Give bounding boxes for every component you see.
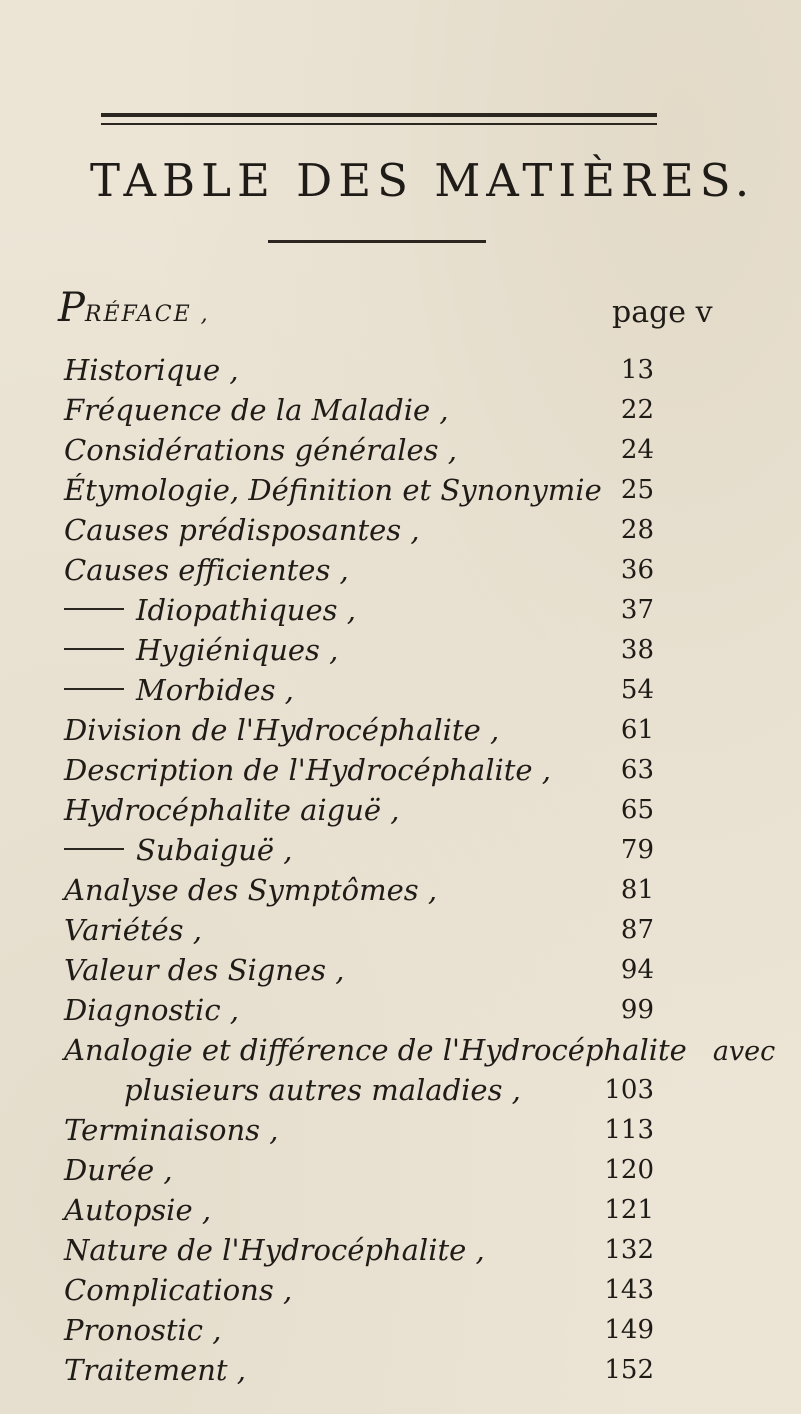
toc-page-number: 63 [620, 755, 654, 785]
toc-entry-label [64, 630, 338, 670]
toc-entry-text: Subaiguë , [136, 833, 293, 867]
toc-page-number: 28 [620, 515, 654, 545]
toc-entry-label: Valeur des Signes , [64, 953, 345, 987]
toc-page-number: 37 [620, 595, 654, 625]
toc-page-number: 87 [620, 915, 654, 945]
toc-page-number: 38 [620, 635, 654, 665]
toc-entry-label [64, 590, 356, 630]
page-title: TABLE DES MATIÈRES. [90, 154, 756, 207]
preface-label: RÉFACE , [84, 302, 210, 327]
ditto-dash [64, 688, 124, 690]
ditto-dash [64, 608, 124, 610]
toc-entry-text: Analogie et différence de l'Hydrocéphalite [64, 1033, 687, 1067]
preface-row [0, 285, 801, 333]
toc-entry-label: Terminaisons , [64, 1113, 279, 1147]
preface-page-number: page v [612, 295, 713, 330]
toc-page-number: 81 [620, 875, 654, 905]
toc-page-number: 79 [620, 835, 654, 865]
toc-row [0, 1310, 801, 1350]
toc-row [0, 790, 801, 830]
top-thick-rule [101, 113, 657, 117]
toc-entry-label: Fréquence de la Maladie , [64, 393, 449, 427]
toc-row [0, 350, 801, 390]
toc-row [0, 870, 801, 910]
toc-row [0, 1270, 801, 1310]
toc-entry-label: Division de l'Hydrocéphalite , [64, 713, 500, 747]
toc-entry-label: Considérations générales , [64, 433, 458, 467]
toc-entry-label: Historique , [64, 353, 239, 387]
ditto-dash [64, 648, 124, 650]
toc-page-number: 94 [620, 955, 654, 985]
toc-page-number: 121 [604, 1195, 654, 1225]
toc-row [0, 630, 801, 670]
toc-row [0, 750, 801, 790]
toc-row [0, 1030, 801, 1070]
toc-row [0, 710, 801, 750]
toc-page-number: 36 [620, 555, 654, 585]
top-thin-rule [101, 123, 657, 125]
toc-row [0, 590, 801, 630]
toc-page-number: 54 [620, 675, 654, 705]
toc-row [0, 1110, 801, 1150]
toc-row [0, 830, 801, 870]
toc-row [0, 1070, 801, 1110]
toc-row [0, 390, 801, 430]
toc-entry-label: Description de l'Hydrocéphalite , [64, 753, 552, 787]
toc-entry-label: Autopsie , [64, 1193, 212, 1227]
toc-entry-label: Étymologie, Définition et Synonymie [64, 473, 602, 507]
toc-entry-text: Hygiéniques , [136, 633, 339, 667]
toc-row [0, 670, 801, 710]
toc-row [0, 1350, 801, 1390]
toc-page-number: 143 [604, 1275, 654, 1305]
toc-page-number: 120 [604, 1155, 654, 1185]
toc-entry-label: Analyse des Symptômes , [64, 873, 438, 907]
toc-entry-suffix: avec [712, 1036, 776, 1067]
toc-row [0, 430, 801, 470]
toc-page-number: 99 [620, 995, 654, 1025]
toc-page-number: 65 [620, 795, 654, 825]
toc-row [0, 990, 801, 1030]
toc-row [0, 910, 801, 950]
toc-entry-label [64, 1030, 775, 1072]
toc-page-number: 103 [604, 1075, 654, 1105]
toc-entry-label: Diagnostic , [64, 993, 240, 1027]
toc-row [0, 550, 801, 590]
toc-entry-label: Durée , [64, 1153, 173, 1187]
toc-page-number: 61 [620, 715, 654, 745]
title-underline-rule [268, 240, 486, 243]
toc-entry-label [64, 670, 294, 710]
toc-entry-label: Variétés , [64, 913, 203, 947]
toc-row [0, 470, 801, 510]
toc-entry-text: Morbides , [136, 673, 294, 707]
toc-row [0, 510, 801, 550]
toc-row [0, 1150, 801, 1190]
toc-entry-label [64, 830, 293, 870]
toc-page-number: 13 [620, 355, 654, 385]
toc-entry-label: Causes efficientes , [64, 553, 349, 587]
toc-entry-label: Nature de l'Hydrocéphalite , [64, 1233, 485, 1267]
toc-page-number: 152 [604, 1355, 654, 1385]
ditto-dash [64, 848, 124, 850]
toc-entry-label: Hydrocéphalite aiguë , [64, 793, 400, 827]
preface-dropcap: P [58, 285, 85, 331]
toc-row [0, 950, 801, 990]
toc-page-number: 22 [620, 395, 654, 425]
toc-page-number: 25 [620, 475, 654, 505]
toc-row [0, 1230, 801, 1270]
toc-row [0, 1190, 801, 1230]
toc-entry-label: Complications , [64, 1273, 293, 1307]
toc-entry-text: Idiopathiques , [136, 593, 356, 627]
toc-page-number: 113 [604, 1115, 654, 1145]
toc-entry-label: Traitement , [64, 1353, 247, 1387]
toc-entry-label: Pronostic , [64, 1313, 222, 1347]
toc-page-number: 149 [604, 1315, 654, 1345]
toc-entry-label: Causes prédisposantes , [64, 513, 420, 547]
toc-page-number: 24 [620, 435, 654, 465]
toc-page-number: 132 [604, 1235, 654, 1265]
preface-entry [58, 285, 210, 331]
toc-entry-label: plusieurs autres maladies , [124, 1073, 521, 1107]
